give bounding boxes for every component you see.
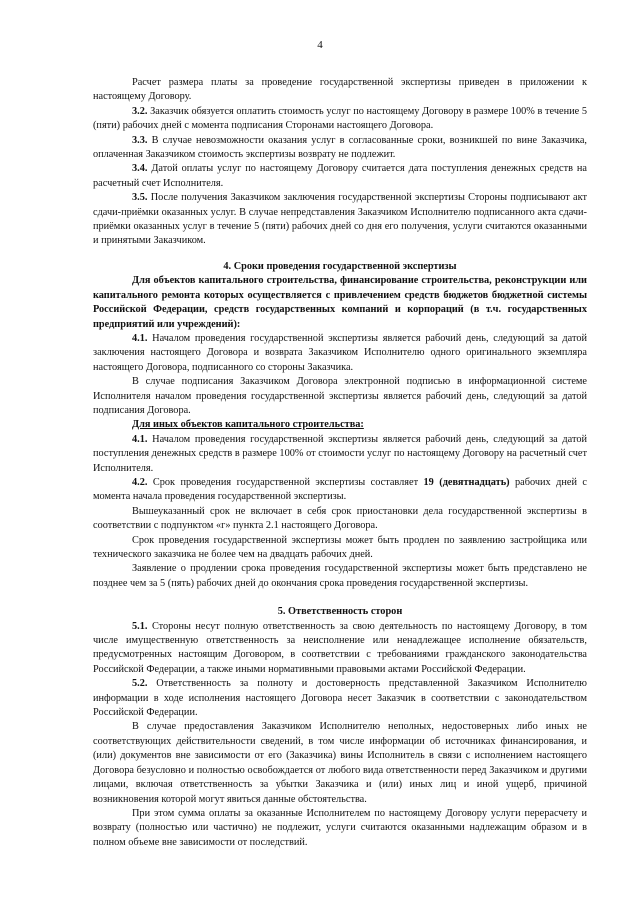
- document-body: [93, 76, 587, 850]
- paragraph-4-1-electronic: [93, 375, 587, 418]
- paragraph-text: Расчет размера платы за проведение государственной экспертизы приведен в приложении к настоящему Договору.: [93, 77, 587, 103]
- page-number: 4: [317, 39, 323, 51]
- clause-number: 3.5.: [132, 192, 148, 204]
- clause-number: 3.2.: [132, 105, 148, 117]
- paragraph-5-1: [93, 620, 587, 678]
- paragraph-5-no-refund: [93, 807, 587, 850]
- paragraph-text: При этом сумма оплаты за оказанные Исполнителем по настоящему Договору услуги перерасчету и возврату (полностью или частично) не подлежит, услуги считаются оказанными надлежащим образом и в полном объеме вне зависимости от последствий.: [93, 807, 587, 848]
- section-4-intro: [93, 274, 587, 332]
- paragraph-text: Заявление о продлении срока проведения государственной экспертизы может быть представлено не позднее чем за 5 (пять) рабочих дней до окончания срока проведения государственной экспертизы.: [93, 563, 587, 589]
- paragraph-3-5: [93, 191, 587, 249]
- clause-number: 3.4.: [132, 163, 148, 175]
- paragraph-4-extension: [93, 534, 587, 563]
- paragraph-text: Датой оплаты услуг по настоящему Договору считается дата поступления денежных средств на расчетный счет Исполнителя.: [93, 163, 587, 189]
- paragraph-3-2: [93, 105, 587, 134]
- paragraph-4-application: [93, 562, 587, 591]
- paragraph-3-3: [93, 134, 587, 163]
- clause-number: 3.3.: [132, 134, 148, 146]
- paragraph-text: Срок проведения государственной экспертизы составляет: [147, 476, 424, 488]
- underlined-subheading: Для иных объектов капитального строительства:: [132, 419, 364, 431]
- paragraph-text: В случае невозможности оказания услуг в согласованные сроки, возникшей по вине Заказчика, оплаченная Заказчиком стоимость экспертизы возврату не подлежит.: [93, 134, 587, 161]
- paragraph-text: Заказчик обязуется оплатить стоимость услуг по настоящему Договору в размере 100% в течение 5 (пяти) рабочих дней с момента подписания Сторонами настоящего Договора.: [93, 105, 587, 132]
- paragraph-text: Ответственность за полноту и достоверность представленной Заказчиком Исполнителю информации в ходе исполнения настоящего Договора несет Заказчик в соответствии с законодательством Российской Федерации.: [93, 678, 587, 719]
- paragraph-5-liability-release: [93, 720, 587, 806]
- clause-number: 5.2.: [132, 678, 148, 690]
- paragraph-text: Срок проведения государственной экспертизы может быть продлен по заявлению застройщика или технического заказчика не более чем на двадцать рабочих дней.: [93, 534, 587, 560]
- paragraph-3-4: [93, 162, 587, 191]
- clause-number: 4.1.: [132, 433, 148, 445]
- paragraph-text: Началом проведения государственной экспертизы является рабочий день, следующий за датой заключения настоящего Договора и возврата Заказчиком Исполнителю одного оригинального экземпляра настоящего Договора, подписанного со стороны Заказчика.: [93, 332, 587, 373]
- section-5-heading: 5. Ответственность сторон: [277, 606, 403, 618]
- term-bold: 19 (девятнадцать): [423, 476, 510, 488]
- paragraph-text: В случае предоставления Заказчиком Исполнителю неполных, недостоверных либо иных не соответствующих действительности сведений, в том числе информации об источниках финансирования, и (или) документов вне зависимости от его (Заказчика) вины Исполнитель в связи с исполнением настоящего Договора безусловно и полностью освобождается от любого вида ответственности перед Заказчиком и другими лицами, включая ответственность за убытки Заказчика и (или) иных лиц и иной ущерб, причиной возникновения которой могут явиться данные обстоятельства.: [93, 721, 587, 805]
- paragraph-text: рабочих дней с момента начала проведения государственной экспертизы.: [93, 476, 587, 503]
- paragraph-text: Стороны несут полную ответственность за свою деятельность по настоящему Договору, в том числе имущественную ответственность за неисполнение или ненадлежащее исполнение обязательств, предусмотренных настоящим Договором, в соответствии с требованиями гражданского законодательства Российской Федерации, а также иными нормативными правовыми актами Российской Федерации.: [93, 620, 587, 675]
- paragraph-3-1: [93, 76, 587, 105]
- other-objects-heading: [93, 418, 587, 432]
- paragraph-4-suspension: [93, 505, 587, 534]
- paragraph-4-1-other: [93, 433, 587, 476]
- section-4-heading: 4. Сроки проведения государственной экспертизы: [223, 260, 457, 272]
- clause-number: 5.1.: [132, 620, 148, 632]
- clause-number: 4.1.: [132, 332, 148, 344]
- clause-number: 4.2.: [132, 476, 148, 488]
- paragraph-4-2: [93, 476, 587, 505]
- paragraph-5-2: [93, 677, 587, 720]
- paragraph-text: В случае подписания Заказчиком Договора электронной подписью в информационной системе Исполнителя началом проведения государственной экспертизы является рабочий день, следующий за датой подписания Договора.: [93, 376, 587, 416]
- paragraph-4-1: [93, 332, 587, 375]
- paragraph-text: Вышеуказанный срок не включает в себя срок приостановки дела государственной экспертизы в соответствии с подпунктом «г» пункта 2.1 настоящего Договора.: [93, 505, 587, 532]
- paragraph-text: Началом проведения государственной экспертизы является рабочий день, следующий за датой поступления денежных средств в размере 100% от стоимости услуг по настоящему Договору на расчетный счет Исполнителя.: [93, 433, 587, 474]
- bold-intro-text: Для объектов капитального строительства, финансирование строительства, реконструкции или капитального ремонта которых осуществляется с привлечением средств бюджетов бюджетной системы Российской Федерации, средств государственных компаний и корпораций (в т.ч. государственных предприятий или учреждений):: [93, 275, 587, 330]
- paragraph-text: После получения Заказчиком заключения государственной экспертизы Стороны подписывают акт сдачи-приёмки оказанных услуг. В случае непредставления Заказчиком Исполнителю подписанного акта сдачи-приёмки оказанных услуг в течение 5 (пяти) рабочих дней со дня его получения, услуги считаются оказанными и принятыми Заказчиком.: [93, 192, 587, 247]
